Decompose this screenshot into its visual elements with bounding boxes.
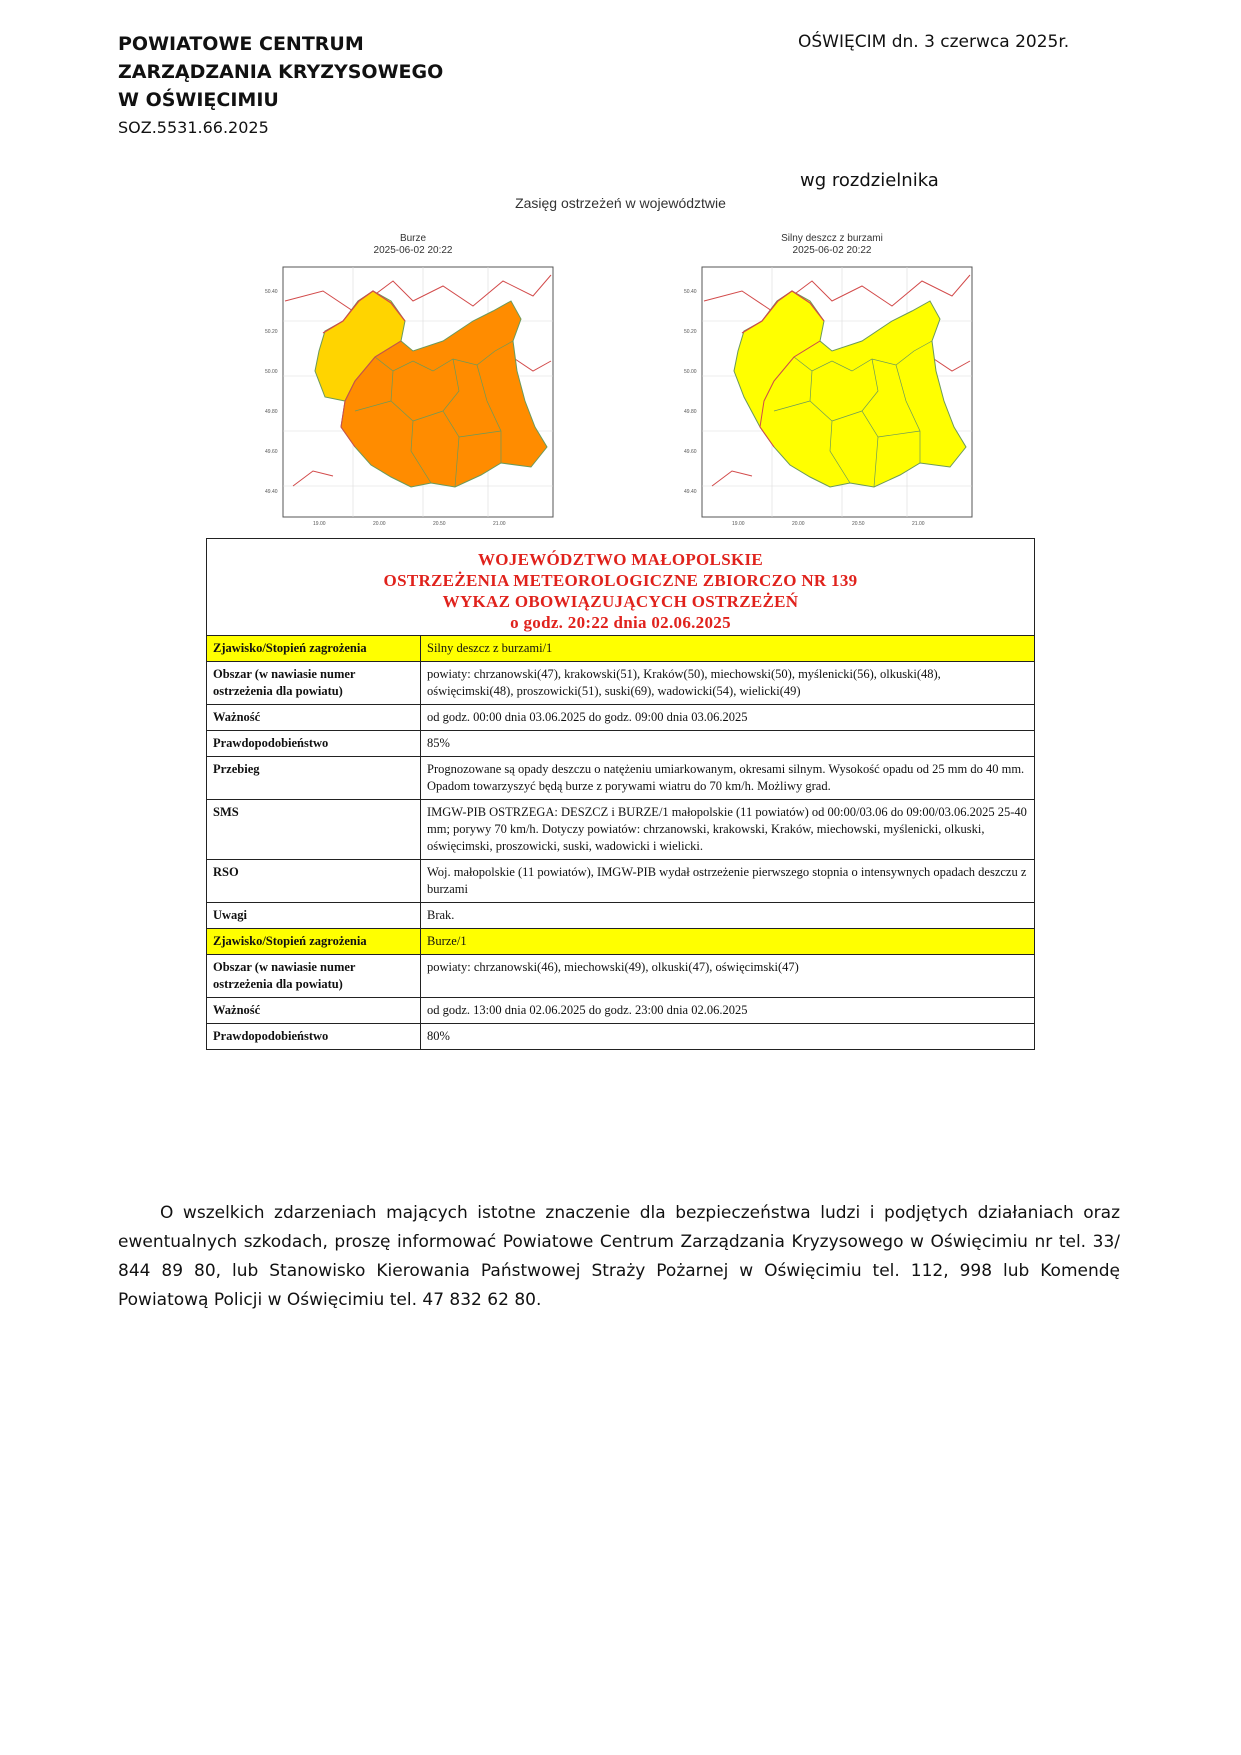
warning-row-value: Brak.: [421, 903, 1035, 929]
warning-row-key: Zjawisko/Stopień zagrożenia: [207, 636, 421, 662]
svg-text:49.40: 49.40: [684, 489, 697, 495]
svg-text:20.50: 20.50: [852, 521, 865, 527]
svg-text:49.40: 49.40: [265, 489, 278, 495]
svg-text:50.00: 50.00: [265, 369, 278, 375]
svg-text:21.00: 21.00: [493, 521, 506, 527]
warning-row: [207, 1024, 1034, 1050]
distribution-note: wg rozdzielnika: [800, 170, 939, 191]
svg-text:50.40: 50.40: [265, 289, 278, 295]
warning-row-value: od godz. 13:00 dnia 02.06.2025 do godz. 23:00 dnia 02.06.2025: [421, 998, 1035, 1024]
place-date: OŚWIĘCIM dn. 3 czerwca 2025r.: [798, 32, 1070, 52]
svg-text:49.80: 49.80: [265, 409, 278, 415]
warning-table: [207, 635, 1034, 1049]
warning-row-value: powiaty: chrzanowski(46), miechowski(49), olkuski(47), oświęcimski(47): [421, 955, 1035, 998]
warning-row: [207, 929, 1034, 955]
map-rain-storms-datetime: 2025-06-02 20:22: [792, 245, 872, 256]
warning-row-key: Ważność: [207, 705, 421, 731]
svg-text:20.00: 20.00: [373, 521, 386, 527]
warning-row-key: RSO: [207, 860, 421, 903]
warning-title-time: o godz. 20:22 dnia 02.06.2025: [510, 613, 731, 632]
warning-row-value: 80%: [421, 1024, 1035, 1050]
svg-text:20.50: 20.50: [433, 521, 446, 527]
svg-text:49.80: 49.80: [684, 409, 697, 415]
map-rain-storms: [682, 233, 982, 531]
warning-row-value: 85%: [421, 731, 1035, 757]
warning-row: [207, 662, 1034, 705]
warning-row-value: IMGW-PIB OSTRZEGA: DESZCZ i BURZE/1 małopolskie (11 powiatów) od 00:00/03.06 do 09:00/03.06.2025 25-40 mm; porywy 70 km/h. Dotyczy powiatów: chrzanowski, krakowski, Kraków, miechowski, myślenicki, olkuski, oświęcimski, proszowicki, suski, wadowicki i wielicki.: [421, 800, 1035, 860]
warning-row-value: Silny deszcz z burzami/1: [421, 636, 1035, 662]
svg-text:19.00: 19.00: [732, 521, 745, 527]
warning-row: [207, 955, 1034, 998]
warning-row: [207, 636, 1034, 662]
sender-block: [118, 30, 443, 140]
org-name-line-1: POWIATOWE CENTRUM: [118, 33, 364, 55]
org-name-line-3: W OŚWIĘCIMIU: [118, 89, 279, 111]
map-storms-image: [263, 261, 563, 531]
svg-text:21.00: 21.00: [912, 521, 925, 527]
warning-row-key: SMS: [207, 800, 421, 860]
warning-header: [207, 539, 1034, 635]
warning-row-key: Obszar (w nawiasie numer ostrzeżenia dla powiatu): [207, 955, 421, 998]
warning-row: [207, 705, 1034, 731]
warning-row-value: Burze/1: [421, 929, 1035, 955]
warning-row: [207, 903, 1034, 929]
svg-text:49.60: 49.60: [265, 449, 278, 455]
warning-row-value: od godz. 00:00 dnia 03.06.2025 do godz. 09:00 dnia 03.06.2025: [421, 705, 1035, 731]
warning-row: [207, 731, 1034, 757]
warning-row-key: Przebieg: [207, 757, 421, 800]
svg-text:50.40: 50.40: [684, 289, 697, 295]
org-name-line-2: ZARZĄDZANIA KRYZYSOWEGO: [118, 61, 444, 83]
warning-row: [207, 998, 1034, 1024]
warning-row: [207, 860, 1034, 903]
warning-row-value: powiaty: chrzanowski(47), krakowski(51), Kraków(50), miechowski(50), myślenicki(56), olkuski(48), oświęcimski(48), proszowicki(51), suski(69), wadowicki(54), wielicki(49): [421, 662, 1035, 705]
warning-title-number: OSTRZEŻENIA METEOROLOGICZNE ZBIORCZO NR 139: [383, 571, 858, 590]
map-storms-datetime: 2025-06-02 20:22: [373, 245, 453, 256]
svg-text:49.60: 49.60: [684, 449, 697, 455]
maps-title: Zasięg ostrzeżeń w województwie: [515, 195, 726, 211]
warning-summary: [206, 538, 1035, 1050]
map-rain-storms-label: Silny deszcz z burzami: [781, 233, 883, 244]
warning-row: [207, 800, 1034, 860]
warning-row-key: Ważność: [207, 998, 421, 1024]
svg-text:20.00: 20.00: [792, 521, 805, 527]
svg-text:50.00: 50.00: [684, 369, 697, 375]
svg-text:19.00: 19.00: [313, 521, 326, 527]
warning-row-key: Prawdopodobieństwo: [207, 1024, 421, 1050]
warning-row-value: Prognozowane są opady deszczu o natężeniu umiarkowanym, okresami silnym. Wysokość opadu od 25 mm do 40 mm. Opadom towarzyszyć będą burze z porywami wiatru do 70 km/h. Możliwy grad.: [421, 757, 1035, 800]
map-storms: [263, 233, 563, 531]
svg-text:50.20: 50.20: [265, 329, 278, 335]
instructions-block: [118, 1199, 1120, 1315]
svg-text:50.20: 50.20: [684, 329, 697, 335]
instructions-paragraph: O wszelkich zdarzeniach mających istotne znaczenie dla bezpieczeństwa ludzi i podjętych działaniach oraz ewentualnych szkodach, proszę informować Powiatowe Centrum Zarządzania Kryzysowego w Oświęcimiu nr tel. 33/ 844 89 80, lub Stanowisko Kierowania Państwowej Straży Pożarnej w Oświęcimiu tel. 112, 998 lub Komendę Powiatową Policji w Oświęcimiu tel. 47 832 62 80.: [118, 1203, 1120, 1310]
warning-title-region: WOJEWÓDZTWO MAŁOPOLSKIE: [477, 550, 764, 569]
warning-row-key: Uwagi: [207, 903, 421, 929]
map-rain-storms-image: [682, 261, 982, 531]
warning-row-key: Zjawisko/Stopień zagrożenia: [207, 929, 421, 955]
case-signature: SOZ.5531.66.2025: [118, 118, 269, 137]
warning-row-key: Prawdopodobieństwo: [207, 731, 421, 757]
warning-title-list: WYKAZ OBOWIĄZUJĄCYCH OSTRZEŻEŃ: [442, 592, 799, 611]
warning-row: [207, 757, 1034, 800]
warning-row-key: Obszar (w nawiasie numer ostrzeżenia dla powiatu): [207, 662, 421, 705]
warning-row-value: Woj. małopolskie (11 powiatów), IMGW-PIB wydał ostrzeżenie pierwszego stopnia o intensywnych opadach deszczu z burzami: [421, 860, 1035, 903]
map-storms-label: Burze: [399, 233, 427, 244]
